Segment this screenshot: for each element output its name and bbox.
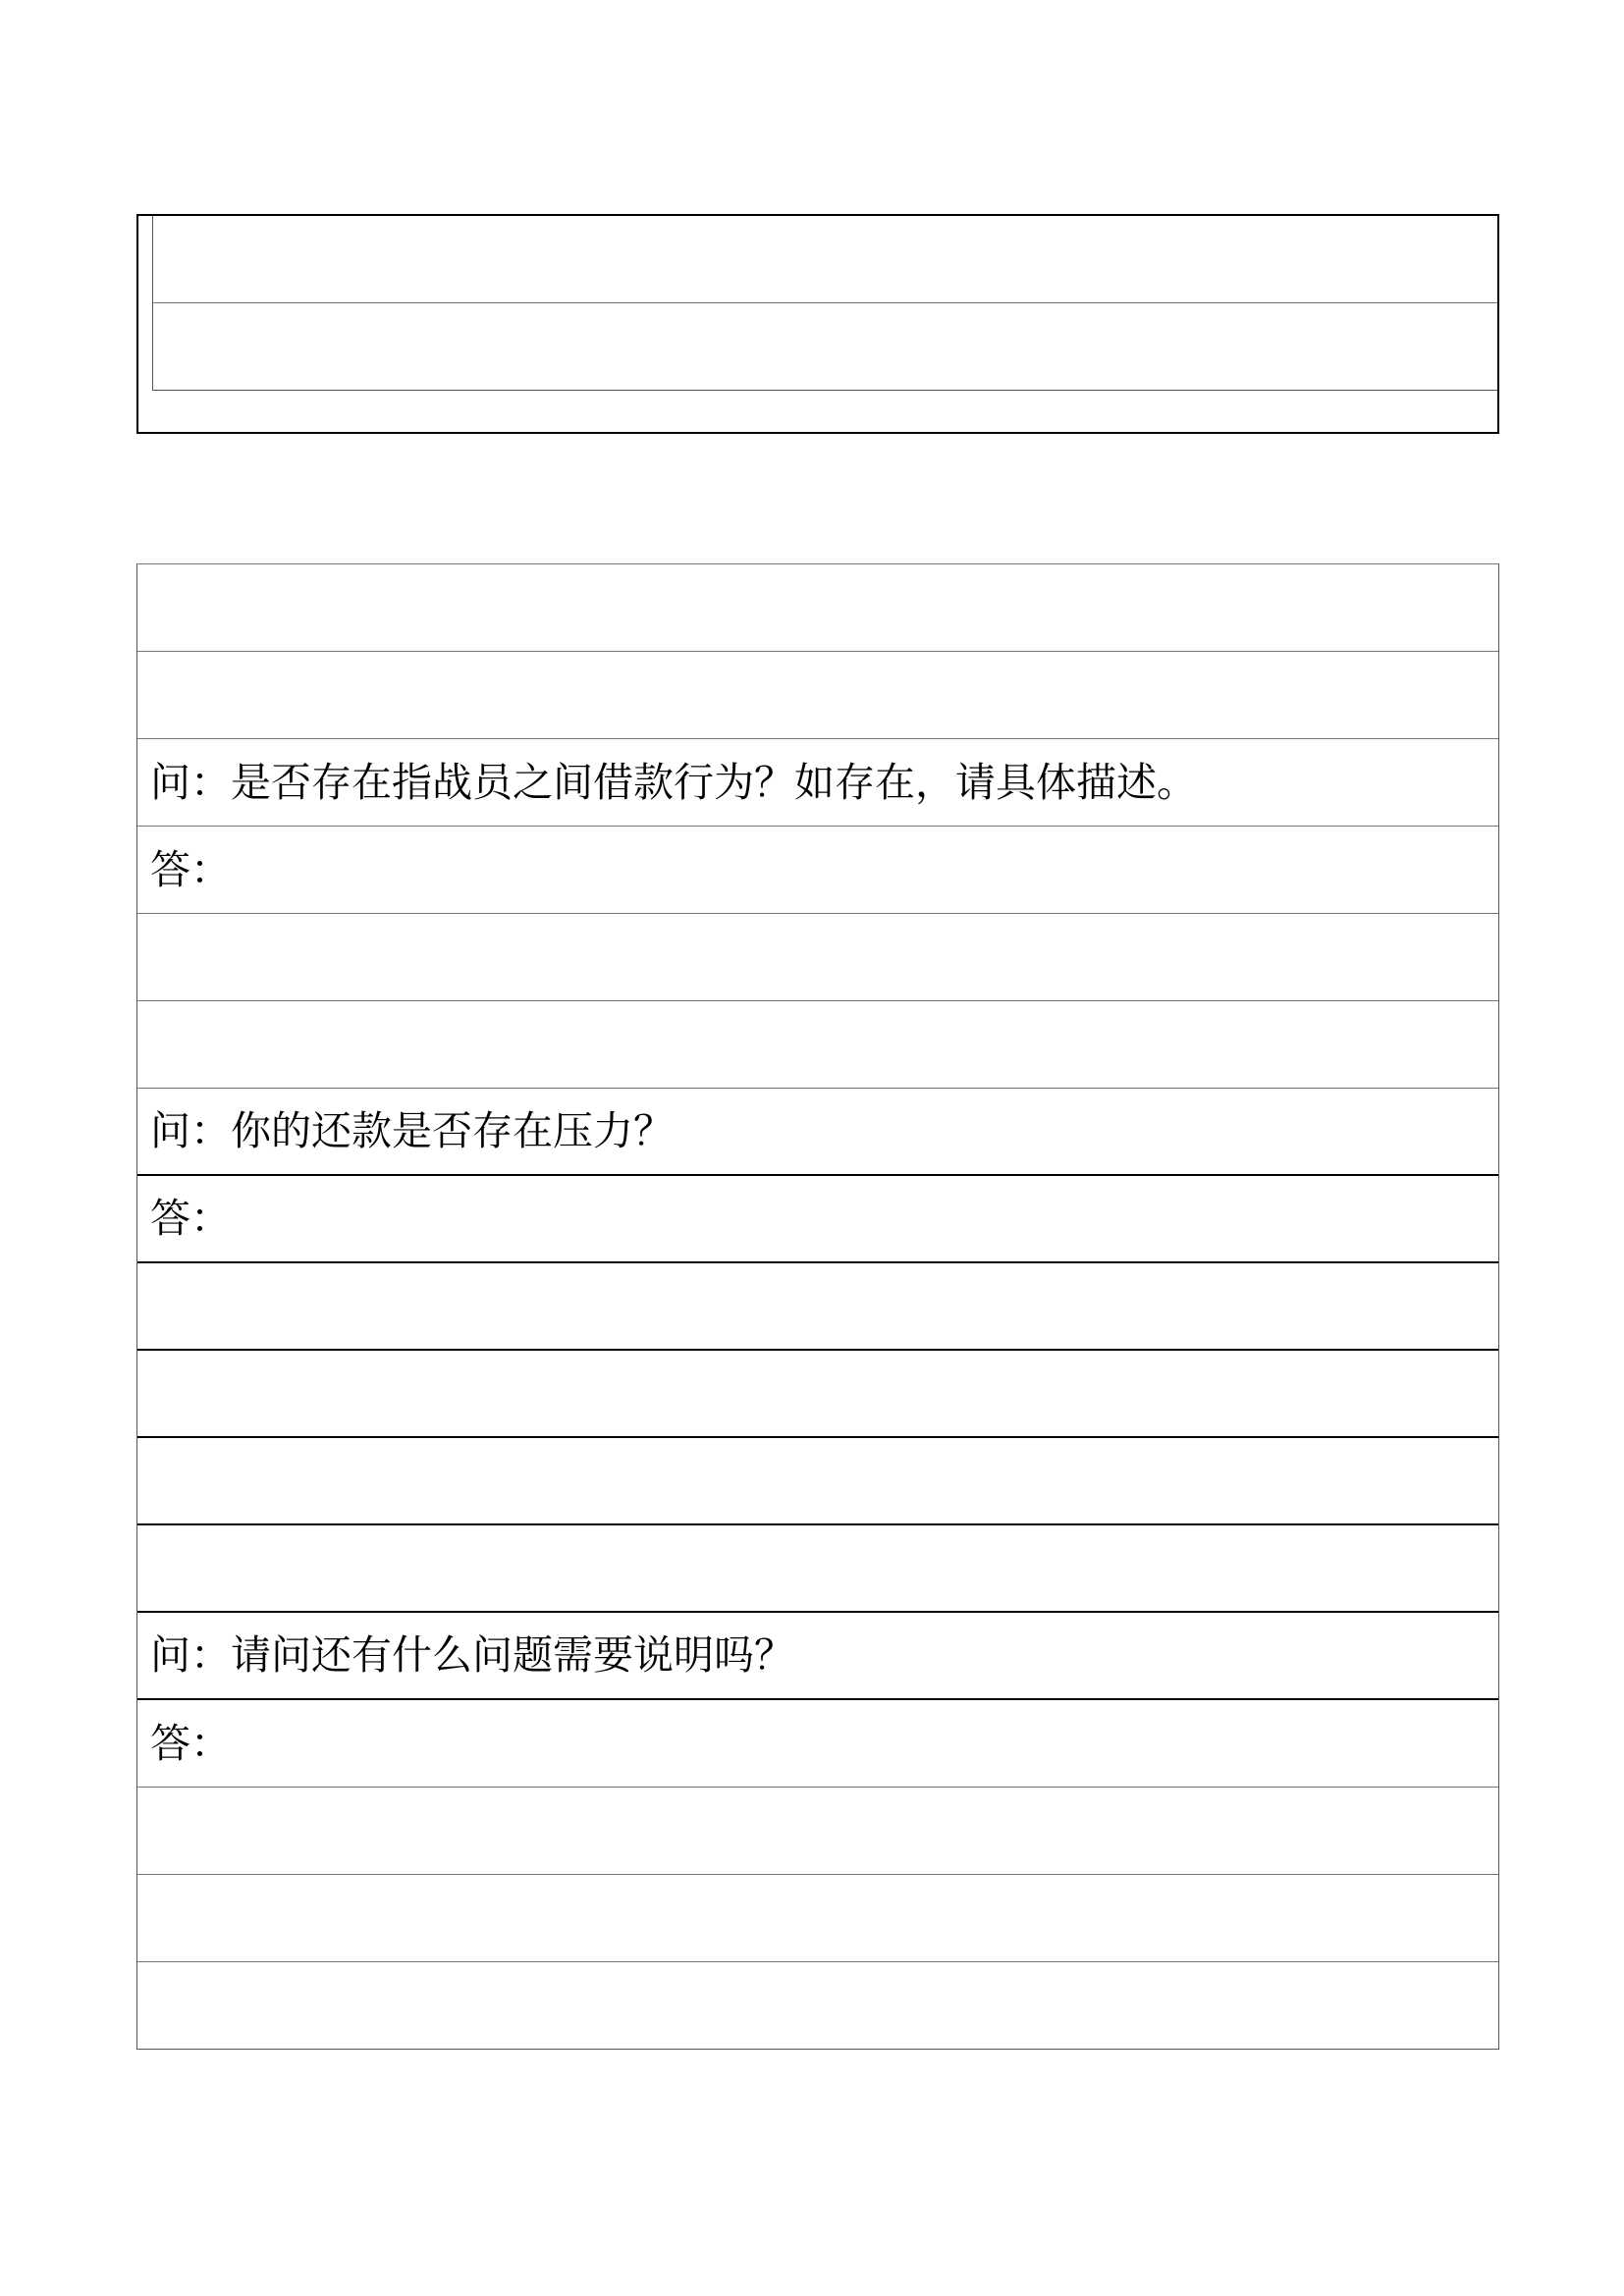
blank-row[interactable] (137, 564, 1498, 652)
top-inner-table (152, 216, 1497, 391)
question-row-borrowing: 问：是否存在指战员之间借款行为？如存在，请具体描述。 (137, 739, 1498, 827)
answer-row-borrowing[interactable]: 答： (137, 827, 1498, 914)
answer-row-other[interactable]: 答： (137, 1700, 1498, 1788)
interview-table (136, 563, 1499, 2050)
blank-row[interactable] (137, 1525, 1498, 1613)
blank-row[interactable] (137, 1962, 1498, 2050)
blank-row[interactable] (137, 914, 1498, 1001)
blank-row[interactable] (137, 1438, 1498, 1525)
top-table (136, 214, 1499, 434)
blank-row[interactable] (137, 652, 1498, 739)
blank-row[interactable] (137, 1263, 1498, 1351)
top-table-row[interactable] (153, 303, 1497, 391)
top-table-row[interactable] (153, 216, 1497, 303)
question-row-repayment: 问：你的还款是否存在压力？ (137, 1089, 1498, 1176)
answer-row-repayment[interactable]: 答： (137, 1176, 1498, 1263)
question-row-other: 问：请问还有什么问题需要说明吗？ (137, 1613, 1498, 1700)
blank-row[interactable] (137, 1875, 1498, 1962)
blank-row[interactable] (137, 1351, 1498, 1438)
blank-row[interactable] (137, 1788, 1498, 1875)
blank-row[interactable] (137, 1001, 1498, 1089)
